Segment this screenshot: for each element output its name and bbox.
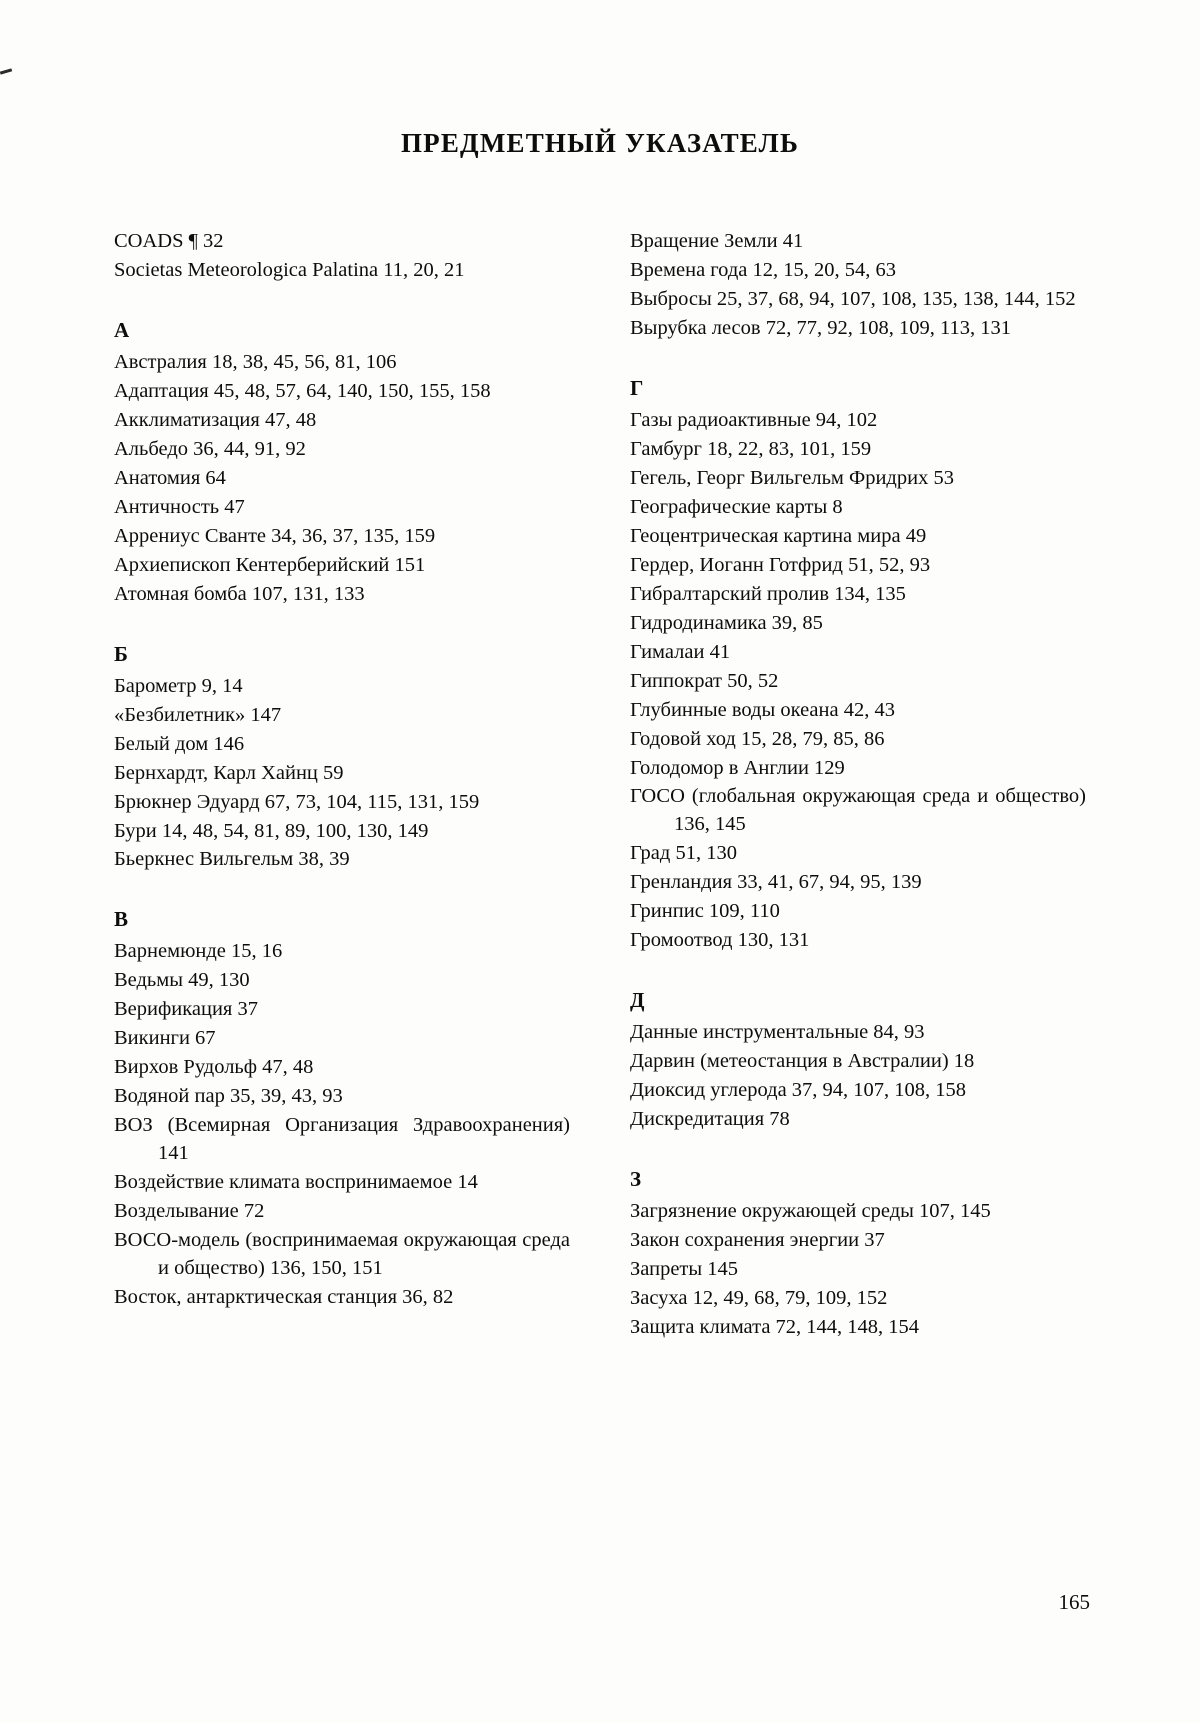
index-entry: Варнемюнде 15, 16	[114, 940, 283, 963]
index-entry: Гибралтарский пролив 134, 135	[630, 582, 906, 605]
index-entry: Громоотвод 130, 131	[630, 929, 810, 952]
index-entry: Societas Meteorologica Palatina 11, 20, 21	[114, 258, 465, 281]
index-entry: Закон сохранения энергии 37	[630, 1229, 885, 1252]
entry-group-spacer	[114, 875, 570, 885]
index-letter-heading: Д	[630, 988, 645, 1013]
index-entry: Глубинные воды океана 42, 43	[630, 698, 895, 721]
index-entry: Бьеркнес Вильгельм 38, 39	[114, 848, 350, 871]
index-entry: Бернхардт, Карл Хайнц 59	[114, 761, 344, 784]
index-entry: Град 51, 130	[630, 842, 737, 865]
index-entry: Гердер, Иоганн Готфрид 51, 52, 93	[630, 553, 931, 576]
index-entry: Гималаи 41	[630, 640, 731, 663]
index-entry: Вращение Земли 41	[630, 230, 804, 252]
index-entry: Водяной пар 35, 39, 43, 93	[114, 1085, 343, 1108]
index-letter-heading: З	[630, 1167, 642, 1192]
index-entry: Атомная бомба 107, 131, 133	[114, 582, 365, 605]
index-entry: Гиппократ 50, 52	[630, 669, 779, 692]
index-entry: COADS ¶ 32	[114, 230, 224, 252]
index-entry: Верификация 37	[114, 998, 258, 1021]
index-entry: Гринпис 109, 110	[630, 900, 780, 923]
index-entry: Времена года 12, 15, 20, 54, 63	[630, 258, 896, 281]
index-entry: Данные инструментальные 84, 93	[630, 1021, 925, 1044]
index-entry: Античность 47	[114, 495, 245, 518]
index-entry: Воздействие климата воспринимаемое 14	[114, 1171, 478, 1194]
index-entry: Газы радиоактивные 94, 102	[630, 408, 878, 431]
index-entry: Диоксид углерода 37, 94, 107, 108, 158	[630, 1079, 967, 1102]
index-entry: Бури 14, 48, 54, 81, 89, 100, 130, 149	[114, 819, 429, 842]
entry-group-spacer	[114, 1313, 570, 1323]
index-entry: Голодомор в Англии 129	[630, 756, 845, 779]
index-letter-heading: В	[114, 907, 129, 932]
index-entry: Запреты 145	[630, 1258, 739, 1281]
index-entry: Засуха 12, 49, 68, 79, 109, 152	[630, 1287, 888, 1310]
index-entry: Гидродинамика 39, 85	[630, 611, 823, 634]
entry-group-spacer	[630, 956, 1086, 966]
index-column-right	[630, 228, 1086, 1353]
index-entry: ГОСО (глобальная окружающая среда и общество) 136, 145	[630, 785, 1086, 836]
index-entry: Белый дом 146	[114, 732, 245, 755]
index-entry: Защита климата 72, 144, 148, 154	[630, 1316, 920, 1339]
index-entry: Ведьмы 49, 130	[114, 969, 250, 992]
index-entry: Загрязнение окружающей среды 107, 145	[630, 1200, 991, 1223]
index-entry: Восток, антарктическая станция 36, 82	[114, 1286, 454, 1309]
index-entry: «Безбилетник» 147	[114, 703, 282, 726]
index-columns	[114, 228, 1086, 1353]
index-entry: Вирхов Рудольф 47, 48	[114, 1056, 314, 1079]
index-entry: Адаптация 45, 48, 57, 64, 140, 150, 155, 158	[114, 379, 491, 402]
index-entry: Возделывание 72	[114, 1200, 265, 1223]
index-entry: Гегель, Георг Вильгельм Фридрих 53	[630, 466, 954, 489]
entry-group-spacer	[114, 610, 570, 620]
index-entry: Гамбург 18, 22, 83, 101, 159	[630, 437, 872, 460]
entry-group-spacer	[630, 344, 1086, 354]
index-letter-heading: Б	[114, 641, 128, 666]
page-number: 165	[1058, 1590, 1090, 1614]
page-title: ПРЕДМЕТНЫЙ УКАЗАТЕЛЬ	[400, 128, 800, 158]
entry-group-spacer	[630, 1135, 1086, 1145]
index-entry: Альбедо 36, 44, 91, 92	[114, 437, 306, 460]
index-entry: Анатомия 64	[114, 466, 226, 489]
index-entry: Вырубка лесов 72, 77, 92, 108, 109, 113, 131	[630, 316, 1011, 339]
index-entry: Барометр 9, 14	[114, 674, 243, 697]
index-entry: ВОЗ (Всемирная Организация Здравоохранения) 141	[114, 1114, 570, 1165]
index-entry: Австралия 18, 38, 45, 56, 81, 106	[114, 350, 397, 373]
index-entry: Брюкнер Эдуард 67, 73, 104, 115, 131, 159	[114, 790, 480, 813]
index-entry: ВОСО-модель (воспринимаемая окружающая среда и общество) 136, 150, 151	[114, 1229, 570, 1280]
index-entry: Аррениус Сванте 34, 36, 37, 135, 159	[114, 524, 436, 547]
index-letter-heading: А	[114, 317, 130, 342]
index-entry: Архиепископ Кентерберийский 151	[114, 553, 426, 576]
index-entry: Географические карты 8	[630, 495, 843, 518]
index-entry: Годовой ход 15, 28, 79, 85, 86	[630, 727, 885, 750]
index-entry: Викинги 67	[114, 1027, 216, 1050]
entry-group-spacer	[630, 1343, 1086, 1353]
entry-group-spacer	[114, 286, 570, 296]
index-letter-heading: Г	[630, 375, 644, 400]
index-entry: Акклиматизация 47, 48	[114, 408, 317, 431]
index-column-left	[114, 228, 570, 1353]
index-entry: Дискредитация 78	[630, 1108, 790, 1131]
index-entry: Геоцентрическая картина мира 49	[630, 524, 927, 547]
page-edge-mark	[0, 68, 12, 74]
index-entry: Гренландия 33, 41, 67, 94, 95, 139	[630, 871, 922, 894]
index-entry: Дарвин (метеостанция в Австралии) 18	[630, 1050, 975, 1073]
index-entry: Выбросы 25, 37, 68, 94, 107, 108, 135, 138, 144, 152	[630, 287, 1076, 310]
